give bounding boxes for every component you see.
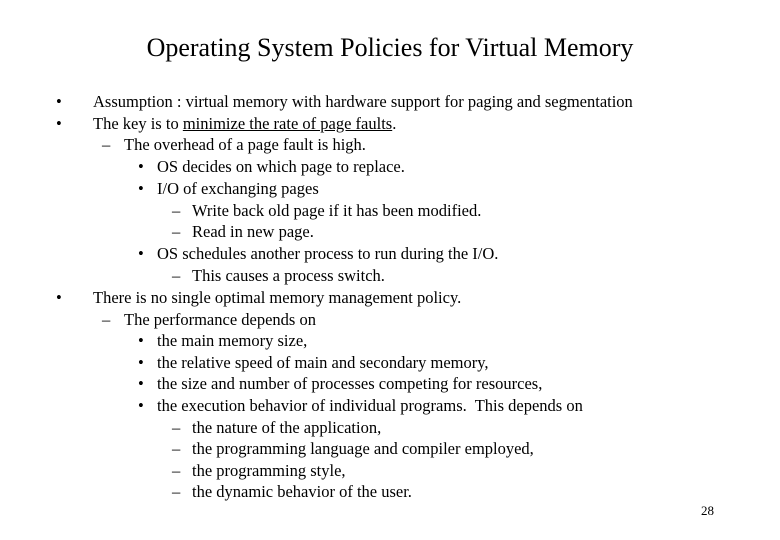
bullet-marker: • xyxy=(56,114,62,133)
bullet-marker: • xyxy=(138,157,144,176)
bullet-key-point xyxy=(93,114,396,134)
dash-marker: – xyxy=(172,461,181,480)
bullet-no-optimal-policy: There is no single optimal memory management policy. xyxy=(93,288,462,307)
dash-marker: – xyxy=(172,439,181,458)
item-write-back: Write back old page if it has been modified. xyxy=(192,201,482,220)
underlined-emphasis: minimize the rate of page faults xyxy=(182,114,393,133)
dash-marker: – xyxy=(102,135,111,154)
bullet-marker: • xyxy=(138,353,144,372)
bullet-marker: • xyxy=(56,92,62,111)
sub-overhead: The overhead of a page fault is high. xyxy=(124,135,366,154)
subsub-size-number: the size and number of processes competing for resources, xyxy=(157,374,543,393)
item-dynamic-behavior: the dynamic behavior of the user. xyxy=(192,482,412,501)
item-process-switch: This causes a process switch. xyxy=(192,266,385,285)
bullet-key-period: . xyxy=(392,114,397,133)
subsub-os-schedules: OS schedules another process to run during the I/O. xyxy=(157,244,499,263)
bullet-marker: • xyxy=(56,288,62,307)
item-read-in: Read in new page. xyxy=(192,222,314,241)
sub-performance: The performance depends on xyxy=(124,310,316,329)
dash-marker: – xyxy=(172,482,181,501)
bullet-marker: • xyxy=(138,331,144,350)
bullet-assumption: Assumption : virtual memory with hardware support for paging and segmentation xyxy=(93,92,633,111)
bullet-marker: • xyxy=(138,179,144,198)
slide-title: Operating System Policies for Virtual Memory xyxy=(146,33,634,62)
bullet-marker: • xyxy=(138,396,144,415)
subsub-os-decides: OS decides on which page to replace. xyxy=(157,157,405,176)
bullet-key-text: The key is to xyxy=(93,114,183,133)
dash-marker: – xyxy=(172,266,181,285)
subsub-memory-size: the main memory size, xyxy=(157,331,308,350)
subsub-execution-behavior: the execution behavior of individual programs. This depends on xyxy=(157,396,583,415)
subsub-relative-speed: the relative speed of main and secondary memory, xyxy=(157,353,489,372)
dash-marker: – xyxy=(172,222,181,241)
item-nature-application: the nature of the application, xyxy=(192,418,382,437)
dash-marker: – xyxy=(172,201,181,220)
bullet-marker: • xyxy=(138,374,144,393)
subsub-io-exchanging: I/O of exchanging pages xyxy=(157,179,319,198)
bullet-marker: • xyxy=(138,244,144,263)
item-programming-language: the programming language and compiler employed, xyxy=(192,439,534,458)
page-number: 28 xyxy=(701,503,714,518)
dash-marker: – xyxy=(172,418,181,437)
item-programming-style: the programming style, xyxy=(192,461,346,480)
dash-marker: – xyxy=(102,310,111,329)
